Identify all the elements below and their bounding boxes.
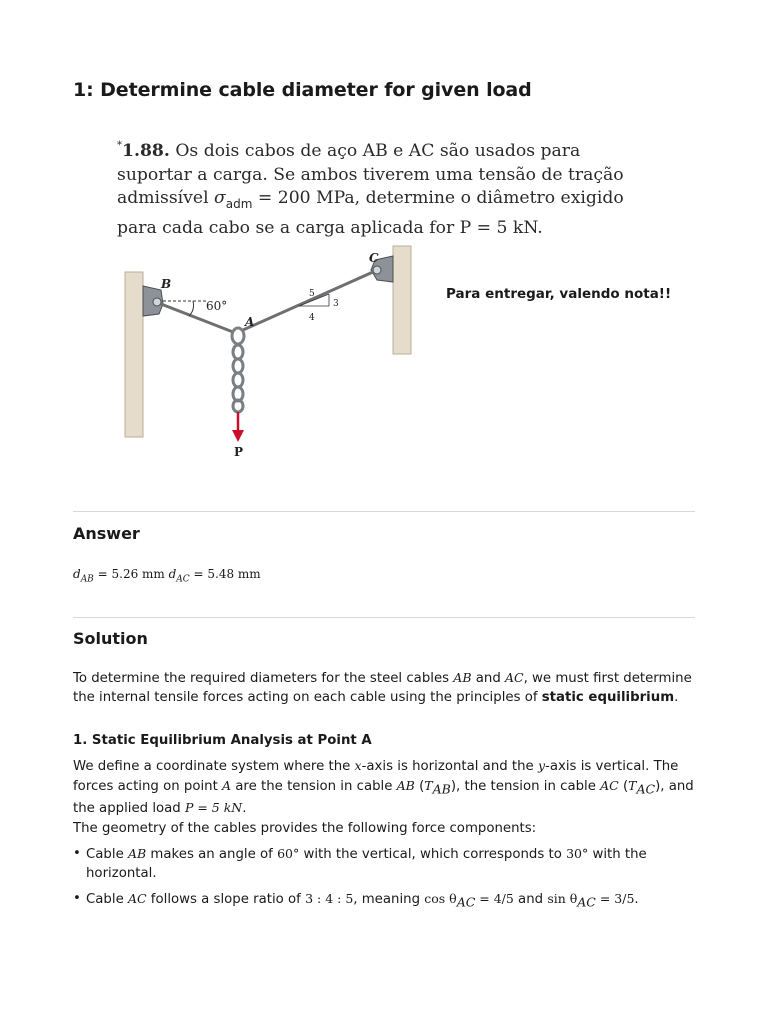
page-title: 1: Determine cable diameter for given load: [73, 79, 532, 101]
solution-heading: Solution: [73, 629, 148, 648]
label-tri-5: 5: [309, 289, 315, 299]
label-tri-3: 3: [333, 299, 339, 309]
list-item: • Cable AC follows a slope ratio of 3 : 4 : 5, meaning $\cos \theta_{AC} = 4/5$ and $\sin \theta_{AC} = 3/5$.: [73, 890, 695, 912]
problem-statement: [117, 134, 637, 240]
label-angle: 60°: [206, 299, 228, 313]
geometry-list: [73, 845, 695, 919]
cable-ac: [243, 272, 373, 330]
cable-diagram: [123, 244, 423, 466]
label-b: B: [161, 277, 172, 291]
chain: [232, 328, 244, 412]
right-wall: [393, 246, 411, 354]
problem-line-1: *1.88. Os dois cabos de aço AB e AC são usados para: [117, 140, 581, 161]
load-arrow-head: [232, 430, 244, 442]
submission-note: Para entregar, valendo nota!!: [446, 286, 672, 302]
step1-heading: 1. Static Equilibrium Analysis at Point A: [73, 733, 372, 748]
solution-paragraph-2: We define a coordinate system where the x-axis is horizontal and the y-axis is vertical. The forces acting on point A are the tension in cable AB $(T_{AB})$, the tension in cable AC $(T_{AC})$, and the applied load P = 5 kN.: [73, 758, 694, 816]
problem-line-2: suportar a carga. Se ambos tiverem uma tensão de tração: [117, 164, 624, 185]
solution-paragraph-3: The geometry of the cables provides the following force components:: [73, 821, 537, 836]
left-wall: [125, 272, 143, 437]
label-tri-4: 4: [309, 313, 315, 323]
label-c: C: [369, 251, 379, 265]
solution-intro: To determine the required diameters for the steel cables AB and AC, we must first determine the internal tensile forces acting on each cable using the principles of static equilibrium.: [73, 670, 692, 705]
label-a: A: [245, 315, 255, 329]
answer-heading: Answer: [73, 524, 140, 543]
answer-values: $d_{AB} = 5.26$ mm $d_{AC} = 5.48$ mm: [73, 567, 261, 585]
bracket-b: [143, 286, 163, 316]
problem-line-3: admissível $\sigma_{adm} = 200$ MPa, determine o diâmetro exigido: [117, 188, 624, 211]
label-p: P: [234, 445, 244, 459]
list-item: • Cable AB makes an angle of 60° with the vertical, which corresponds to 30° with the horizontal.: [73, 845, 695, 883]
divider-solution: [73, 617, 695, 618]
problem-line-4: para cada cabo se a carga aplicada for P = 5 kN.: [117, 217, 543, 238]
problem-number: *1.88.: [117, 140, 170, 161]
divider-answer: [73, 511, 695, 512]
